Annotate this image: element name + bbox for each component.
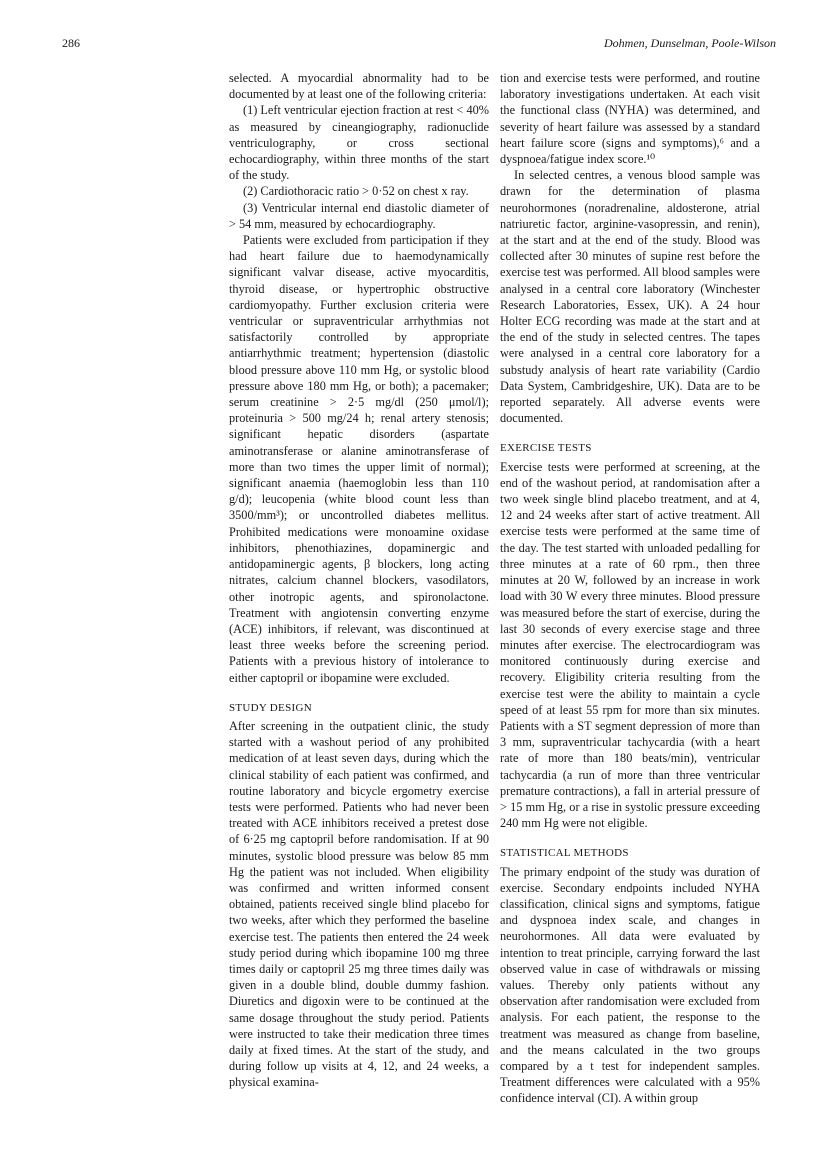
paragraph: In selected centres, a venous blood sample was drawn for the determination of plasma neurohormones (noradrenaline, aldosterone, atrial natriuretic factor, arginine-vasopressin, and renin), at the start and at the end of the study. Blood was collected after 30 minutes of supine rest before the exercise test was performed. All blood samples were analysed in a central core laboratory (Winchester Research Laboratories, Essex, UK). A 24 hour Holter ECG recording was made at the start and at the end of the study in selected centres. The tapes were analysed in a central core laboratory for a substudy analysis of heart rate variability (Cardio Data System, Cambridgeshire, UK). Data are to be reported separately. All adverse events were documented. [500,168,760,426]
paragraph: Patients were excluded from participation if they had heart failure due to haemodynamically significant valvar disease, active myocarditis, thyroid disease, or hypertrophic obstructive cardiomyopathy. Further exclusion criteria were ventricular or supraventricular arrhythmias not satisfactorily controlled by appropriate antiarrhythmic treatment; hypertension (diastolic blood pressure above 110 mm Hg, or systolic blood pressure above 180 mm Hg, or both); a pacemaker; serum creatinine > 2·5 mg/dl (250 μmol/l); proteinuria > 500 mg/24 h; renal artery stenosis; significant hepatic disorders (aspartate aminotransferase or alanine aminotransferase of more than two times the upper limit of normal); significant anaemia (haemoglobin less than 110 g/d); leucopenia (white blood count less than 3500/mm³); or uncontrolled diabetes mellitus. Prohibited medications were monoamine oxidase inhibitors, phenothiazines, dopaminergic and antidopaminergic agents, β blockers, long acting nitrates, calcium channel blockers, vasodilators, other inotropic agents, and spironolactone. Treatment with angiotensin converting enzyme (ACE) inhibitors, if relevant, was discontinued at least three weeks before the screening period. Patients with a previous history of intolerance to either captopril or ibopamine were excluded. [229,233,489,685]
paragraph: Exercise tests were performed at screening, at the end of the washout period, at randomisation after a two week single blind placebo treatment, and at 4, 12 and 24 weeks after start of active treatment. All exercise tests were performed at the same time of the day. The test started with unloaded pedalling for three minutes at a rate of 60 rpm., then three minutes at 20 W, followed by an increase in work load with 30 W every three minutes. Blood pressure was measured before the start of exercise, during the last 30 seconds of every exercise stage and three minutes after exercise. The electrocardiogram was monitored continuously during exercise and recovery. Eligibility criteria resulting from the exercise test were the ability to maintain a cycle speed of at least 55 rpm for more than six minutes. Patients with a ST segment depression of more than 3 mm, supraventricular tachycardia (with a heart rate of more than 180 beats/min), ventricular tachycardia (a run of more than three ventricular premature contractions), a fall in arterial pressure of > 15 mm Hg, or a rise in systolic pressure exceeding 240 mm Hg were not eligible. [500,459,760,831]
criterion-paragraph: (1) Left ventricular ejection fraction at rest < 40% as measured by cineangiography, radionuclide ventriculography, or cross sectional echocardiography, within three months of the start of the study. [229,103,489,183]
criterion-paragraph: (2) Cardiothoracic ratio > 0·52 on chest x ray. [243,184,469,199]
paragraph: selected. A myocardial abnormality had to be documented by at least one of the following criteria: [229,71,489,102]
section-heading-exercise-tests: EXERCISE TESTS [500,442,592,455]
section-heading-study-design: STUDY DESIGN [229,701,312,714]
paragraph: The primary endpoint of the study was duration of exercise. Secondary endpoints included NYHA classification, clinical signs and symptoms, fatigue and dyspnoea index scale, and changes in neurohormones. All data were evaluated by intention to treat principle, carrying forward the last observed value in case of withdrawals or missing values. Thereby only patients without any observation after randomisation were excluded from analysis. For each patient, the response to the treatment was measured as change from baseline, and the means calculated in the two groups compared by a t test for independent samples. Treatment differences were calculated with a 95% confidence interval (CI). A within group [500,864,760,1106]
right-column [500,70,760,1107]
left-column [229,70,489,1091]
section-heading-statistical-methods: STATISTICAL METHODS [500,847,629,860]
paragraph: After screening in the outpatient clinic, the study started with a washout period of any prohibited medication of at least seven days, during which the clinical stability of each patient was confirmed, and routine laboratory and bicycle ergometry exercise tests were performed. Patients who had never been treated with ACE inhibitors received a pretest dose of 6·25 mg captopril before randomisation. If at 90 minutes, systolic blood pressure was below 85 mm Hg the patient was not included. When eligibility was confirmed and written informed consent obtained, patients received single blind placebo for two weeks, after which they performed the baseline exercise test. The patients then entered the 24 week study period during which ibopamine 100 mg three times daily or captopril 25 mg three times daily was given in a double blind, double dummy fashion. Diuretics and digoxin were to be continued at the same dosage throughout the study period. Patients were instructed to take their medication three times daily at fixed times. At the start of the study, and during follow up visits at 4, 12, and 24 weeks, a physical examina- [229,718,489,1090]
criterion-paragraph: (3) Ventricular internal end diastolic diameter of > 54 mm, measured by echocardiography. [229,200,489,231]
page-number: 286 [62,36,80,50]
paragraph: tion and exercise tests were performed, and routine laboratory investigations undertaken. At each visit the functional class (NYHA) was determined, and severity of heart failure was assessed by a standard heart failure score (signs and symptoms),⁶ and a dyspnoea/fatigue index score.¹⁰ [500,71,760,167]
running-head: Dohmen, Dunselman, Poole-Wilson [604,36,776,50]
